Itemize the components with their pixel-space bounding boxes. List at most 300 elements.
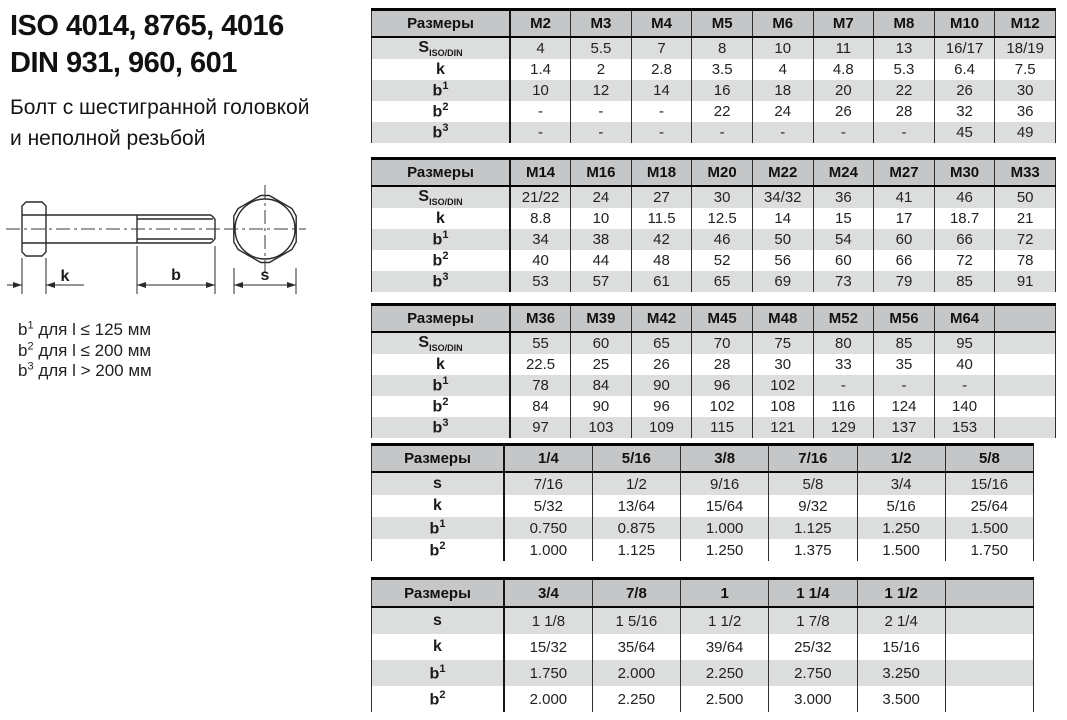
value-cell: - <box>813 375 874 396</box>
value-cell <box>945 634 1033 660</box>
col-header-M22: M22 <box>752 159 813 187</box>
title-din-line: DIN 931, 960, 601 <box>10 47 237 79</box>
value-cell: 90 <box>571 396 632 417</box>
value-cell: 116 <box>813 396 874 417</box>
value-cell: 36 <box>995 101 1056 122</box>
value-cell: 4 <box>510 37 571 59</box>
table-row <box>372 208 1056 229</box>
table-row <box>372 250 1056 271</box>
value-cell: 1.375 <box>769 539 857 561</box>
table-row <box>372 539 1034 561</box>
table-row <box>372 686 1034 712</box>
value-cell: 20 <box>813 80 874 101</box>
note-b3: $b^3$ для l > 200 мм <box>18 360 152 380</box>
col-header-empty <box>945 579 1033 608</box>
value-cell: 10 <box>571 208 632 229</box>
value-cell: 8 <box>692 37 753 59</box>
value-cell: 72 <box>995 229 1056 250</box>
value-cell: 84 <box>510 396 571 417</box>
value-cell: 15/32 <box>504 634 592 660</box>
value-cell: 79 <box>874 271 935 292</box>
value-cell: 10 <box>510 80 571 101</box>
value-cell: 40 <box>510 250 571 271</box>
table-row <box>372 417 1056 438</box>
note-b1: $b^1$ для l ≤ 125 мм <box>18 319 152 339</box>
value-cell: 66 <box>934 229 995 250</box>
value-cell: 13 <box>874 37 935 59</box>
value-cell: 137 <box>874 417 935 438</box>
row-label-b2: $b^2$ <box>372 686 505 712</box>
value-cell: 124 <box>874 396 935 417</box>
value-cell <box>995 354 1056 375</box>
value-cell: 30 <box>995 80 1056 101</box>
col-header-1-1-4: 1 1/4 <box>769 579 857 608</box>
col-header-M2: M2 <box>510 10 571 38</box>
value-cell: 15/64 <box>681 495 769 517</box>
dimension-s-label: s <box>260 267 270 284</box>
value-cell: 14 <box>631 80 692 101</box>
row-label-b3: $b^3$ <box>372 417 511 438</box>
value-cell: 70 <box>692 332 753 354</box>
value-cell: - <box>510 122 571 143</box>
value-cell: 25/64 <box>945 495 1033 517</box>
value-cell: 25/32 <box>769 634 857 660</box>
row-label-b2: $b^2$ <box>372 539 505 561</box>
row-label-b3: $b^3$ <box>372 122 511 143</box>
value-cell: 18/19 <box>995 37 1056 59</box>
row-label-b1: $b^1$ <box>372 80 511 101</box>
value-cell: 15/16 <box>857 634 945 660</box>
row-label-k: k <box>372 59 511 80</box>
value-cell: 2.500 <box>681 686 769 712</box>
value-cell: 1 1/2 <box>681 607 769 634</box>
value-cell: 115 <box>692 417 753 438</box>
row-label-b2: $b^2$ <box>372 250 511 271</box>
col-header-M3: M3 <box>571 10 632 38</box>
value-cell: 54 <box>813 229 874 250</box>
value-cell: 84 <box>571 375 632 396</box>
row-label-b2: $b^2$ <box>372 101 511 122</box>
thread-length-notes <box>18 320 152 382</box>
value-cell: 96 <box>692 375 753 396</box>
value-cell: - <box>631 101 692 122</box>
value-cell: 3.250 <box>857 660 945 686</box>
row-label-k: k <box>372 208 511 229</box>
table-inch-small <box>371 443 1034 561</box>
value-cell: 48 <box>631 250 692 271</box>
value-cell: 108 <box>752 396 813 417</box>
value-cell: 25 <box>571 354 632 375</box>
value-cell: - <box>874 122 935 143</box>
value-cell: 3.000 <box>769 686 857 712</box>
col-header-M5: M5 <box>692 10 753 38</box>
value-cell: 2 <box>571 59 632 80</box>
value-cell: 72 <box>934 250 995 271</box>
value-cell: 53 <box>510 271 571 292</box>
table-row <box>372 122 1056 143</box>
row-label-k: k <box>372 354 511 375</box>
value-cell: 2 1/4 <box>857 607 945 634</box>
col-header-M64: M64 <box>934 305 995 333</box>
table-row <box>372 101 1056 122</box>
value-cell: 22.5 <box>510 354 571 375</box>
value-cell: - <box>510 101 571 122</box>
col-header-M18: M18 <box>631 159 692 187</box>
value-cell: 24 <box>571 186 632 208</box>
value-cell: 18 <box>752 80 813 101</box>
value-cell: 4 <box>752 59 813 80</box>
table-inch-large <box>371 577 1034 712</box>
bolt-side-view <box>6 202 228 256</box>
dimension-table-inch-large <box>371 577 1034 712</box>
col-header-sizes: Размеры <box>372 579 505 608</box>
value-cell: 1 1/8 <box>504 607 592 634</box>
col-header-M4: M4 <box>631 10 692 38</box>
col-header-M30: M30 <box>934 159 995 187</box>
value-cell: 2.750 <box>769 660 857 686</box>
col-header-sizes: Размеры <box>372 10 511 38</box>
value-cell: 129 <box>813 417 874 438</box>
row-label-k: k <box>372 495 505 517</box>
value-cell: 12.5 <box>692 208 753 229</box>
value-cell: - <box>874 375 935 396</box>
value-cell: 55 <box>510 332 571 354</box>
value-cell: 22 <box>692 101 753 122</box>
row-label-S: $S_{ISO/DIN}$ <box>372 37 511 59</box>
table-row <box>372 396 1056 417</box>
value-cell: 2.250 <box>681 660 769 686</box>
col-header-M48: M48 <box>752 305 813 333</box>
col-header-M16: M16 <box>571 159 632 187</box>
value-cell: 60 <box>571 332 632 354</box>
value-cell: 21/22 <box>510 186 571 208</box>
page-subtitle <box>10 92 309 154</box>
value-cell: 1/2 <box>592 472 680 495</box>
value-cell: 57 <box>571 271 632 292</box>
col-header-M14: M14 <box>510 159 571 187</box>
value-cell: 5/8 <box>769 472 857 495</box>
value-cell: 12 <box>571 80 632 101</box>
value-cell: 18.7 <box>934 208 995 229</box>
value-cell: 1.125 <box>769 517 857 539</box>
value-cell: 1.000 <box>504 539 592 561</box>
col-header-sizes: Размеры <box>372 159 511 187</box>
value-cell: 5/32 <box>504 495 592 517</box>
value-cell: 46 <box>934 186 995 208</box>
table-row <box>372 229 1056 250</box>
value-cell <box>995 417 1056 438</box>
col-header-M36: M36 <box>510 305 571 333</box>
col-header-M39: M39 <box>571 305 632 333</box>
col-header-1: 1 <box>681 579 769 608</box>
table-row <box>372 375 1056 396</box>
value-cell: 140 <box>934 396 995 417</box>
value-cell: 46 <box>692 229 753 250</box>
value-cell: 2.000 <box>592 660 680 686</box>
value-cell: 35 <box>874 354 935 375</box>
value-cell: - <box>692 122 753 143</box>
value-cell: 35/64 <box>592 634 680 660</box>
col-header-3-4: 3/4 <box>504 579 592 608</box>
value-cell: 4.8 <box>813 59 874 80</box>
value-cell: - <box>813 122 874 143</box>
col-header-7-16: 7/16 <box>769 445 857 473</box>
value-cell: 65 <box>692 271 753 292</box>
row-label-S: $S_{ISO/DIN}$ <box>372 186 511 208</box>
value-cell: 15/16 <box>945 472 1033 495</box>
value-cell: 21 <box>995 208 1056 229</box>
value-cell: 36 <box>813 186 874 208</box>
value-cell: 9/32 <box>769 495 857 517</box>
value-cell: 26 <box>631 354 692 375</box>
value-cell: 8.8 <box>510 208 571 229</box>
value-cell: 85 <box>874 332 935 354</box>
value-cell: 5/16 <box>857 495 945 517</box>
value-cell: 102 <box>692 396 753 417</box>
value-cell <box>995 396 1056 417</box>
value-cell: 27 <box>631 186 692 208</box>
value-cell: 103 <box>571 417 632 438</box>
page-title <box>10 8 284 82</box>
value-cell: 80 <box>813 332 874 354</box>
value-cell: 69 <box>752 271 813 292</box>
value-cell: 50 <box>752 229 813 250</box>
value-cell: 9/16 <box>681 472 769 495</box>
dimension-table-inch-small <box>371 443 1034 561</box>
value-cell: 85 <box>934 271 995 292</box>
bolt-diagram <box>2 182 342 307</box>
value-cell: 1.250 <box>681 539 769 561</box>
value-cell: 13/64 <box>592 495 680 517</box>
dimension-b-label: b <box>171 267 181 284</box>
dimension-table-metric-m2-m12 <box>371 8 1056 143</box>
row-label-s: s <box>372 472 505 495</box>
value-cell: 34 <box>510 229 571 250</box>
value-cell: 17 <box>874 208 935 229</box>
value-cell: 40 <box>934 354 995 375</box>
col-header-5-8: 5/8 <box>945 445 1033 473</box>
row-label-b1: $b^1$ <box>372 517 505 539</box>
value-cell: 3.5 <box>692 59 753 80</box>
row-label-b1: $b^1$ <box>372 660 505 686</box>
value-cell: 32 <box>934 101 995 122</box>
value-cell: 90 <box>631 375 692 396</box>
col-header-7-8: 7/8 <box>592 579 680 608</box>
col-header-1-4: 1/4 <box>504 445 592 473</box>
table-row <box>372 186 1056 208</box>
value-cell: 15 <box>813 208 874 229</box>
table-metric-m36-m64 <box>371 303 1056 438</box>
value-cell: 30 <box>752 354 813 375</box>
value-cell: 1.250 <box>857 517 945 539</box>
row-label-b2: $b^2$ <box>372 396 511 417</box>
col-header-M6: M6 <box>752 10 813 38</box>
dimension-k-label: k <box>60 268 70 285</box>
col-header-M45: M45 <box>692 305 753 333</box>
value-cell: 97 <box>510 417 571 438</box>
value-cell: 121 <box>752 417 813 438</box>
value-cell: 24 <box>752 101 813 122</box>
col-header-M27: M27 <box>874 159 935 187</box>
row-label-b3: $b^3$ <box>372 271 511 292</box>
value-cell: 14 <box>752 208 813 229</box>
value-cell <box>945 660 1033 686</box>
value-cell: 42 <box>631 229 692 250</box>
value-cell: 49 <box>995 122 1056 143</box>
value-cell: 1.125 <box>592 539 680 561</box>
value-cell: - <box>571 122 632 143</box>
dimension-b <box>137 246 215 294</box>
value-cell: - <box>631 122 692 143</box>
value-cell <box>995 332 1056 354</box>
col-header-sizes: Размеры <box>372 445 505 473</box>
dimension-table-metric-m36-m64 <box>371 303 1056 438</box>
table-row <box>372 80 1056 101</box>
value-cell: 56 <box>752 250 813 271</box>
value-cell: 96 <box>631 396 692 417</box>
col-header-M56: M56 <box>874 305 935 333</box>
value-cell <box>945 686 1033 712</box>
value-cell: 16/17 <box>934 37 995 59</box>
value-cell: 61 <box>631 271 692 292</box>
dimension-table-metric-m14-m33 <box>371 157 1056 292</box>
value-cell <box>995 375 1056 396</box>
col-header-M52: M52 <box>813 305 874 333</box>
col-header-3-8: 3/8 <box>681 445 769 473</box>
value-cell: 5.5 <box>571 37 632 59</box>
value-cell: 2.000 <box>504 686 592 712</box>
value-cell: 41 <box>874 186 935 208</box>
value-cell: 26 <box>934 80 995 101</box>
note-b2: $b^2$ для l ≤ 200 мм <box>18 339 152 360</box>
value-cell: 10 <box>752 37 813 59</box>
value-cell: 5.3 <box>874 59 935 80</box>
col-header-M42: M42 <box>631 305 692 333</box>
table-metric-m2-m12 <box>371 8 1056 143</box>
row-label-b1: $b^1$ <box>372 375 511 396</box>
value-cell: 11.5 <box>631 208 692 229</box>
value-cell: 60 <box>874 229 935 250</box>
value-cell: 95 <box>934 332 995 354</box>
value-cell: 30 <box>692 186 753 208</box>
value-cell: 0.875 <box>592 517 680 539</box>
col-header-5-16: 5/16 <box>592 445 680 473</box>
value-cell: 33 <box>813 354 874 375</box>
table-row <box>372 59 1056 80</box>
table-row <box>372 354 1056 375</box>
value-cell: 1.500 <box>945 517 1033 539</box>
row-label-k: k <box>372 634 505 660</box>
value-cell: 91 <box>995 271 1056 292</box>
col-header-M33: M33 <box>995 159 1056 187</box>
value-cell: 0.750 <box>504 517 592 539</box>
col-header-1-1-2: 1 1/2 <box>857 579 945 608</box>
value-cell: 1.750 <box>504 660 592 686</box>
col-header-M20: M20 <box>692 159 753 187</box>
col-header-sizes: Размеры <box>372 305 511 333</box>
table-row <box>372 472 1034 495</box>
dimension-s <box>234 267 296 294</box>
value-cell: 73 <box>813 271 874 292</box>
value-cell: 1.750 <box>945 539 1033 561</box>
subtitle-line-2: и неполной резьбой <box>10 127 206 150</box>
value-cell: 7/16 <box>504 472 592 495</box>
value-cell: - <box>934 375 995 396</box>
value-cell: 78 <box>995 250 1056 271</box>
col-header-M24: M24 <box>813 159 874 187</box>
value-cell: 102 <box>752 375 813 396</box>
dimension-k <box>7 258 84 294</box>
table-row <box>372 517 1034 539</box>
col-header-empty <box>995 305 1056 333</box>
value-cell: 1.500 <box>857 539 945 561</box>
table-row <box>372 332 1056 354</box>
value-cell: 60 <box>813 250 874 271</box>
table-row <box>372 271 1056 292</box>
value-cell: 153 <box>934 417 995 438</box>
col-header-1-2: 1/2 <box>857 445 945 473</box>
col-header-M8: M8 <box>874 10 935 38</box>
subtitle-line-1: Болт с шестигранной головкой <box>10 96 310 119</box>
value-cell <box>945 607 1033 634</box>
value-cell: 65 <box>631 332 692 354</box>
value-cell: - <box>752 122 813 143</box>
col-header-M12: M12 <box>995 10 1056 38</box>
bolt-end-view <box>224 185 306 273</box>
value-cell: 7 <box>631 37 692 59</box>
value-cell: 52 <box>692 250 753 271</box>
value-cell: 1.000 <box>681 517 769 539</box>
value-cell: 1 7/8 <box>769 607 857 634</box>
value-cell: 66 <box>874 250 935 271</box>
value-cell: 3/4 <box>857 472 945 495</box>
table-row <box>372 660 1034 686</box>
value-cell: 11 <box>813 37 874 59</box>
value-cell: 1 5/16 <box>592 607 680 634</box>
table-row <box>372 607 1034 634</box>
value-cell: 78 <box>510 375 571 396</box>
col-header-M7: M7 <box>813 10 874 38</box>
value-cell: 7.5 <box>995 59 1056 80</box>
value-cell: 1.4 <box>510 59 571 80</box>
row-label-S: $S_{ISO/DIN}$ <box>372 332 511 354</box>
value-cell: 22 <box>874 80 935 101</box>
value-cell: 44 <box>571 250 632 271</box>
row-label-b1: $b^1$ <box>372 229 511 250</box>
row-label-s: s <box>372 607 505 634</box>
value-cell: 2.250 <box>592 686 680 712</box>
table-row <box>372 634 1034 660</box>
value-cell: 45 <box>934 122 995 143</box>
value-cell: 38 <box>571 229 632 250</box>
table-row <box>372 37 1056 59</box>
value-cell: 28 <box>874 101 935 122</box>
col-header-M10: M10 <box>934 10 995 38</box>
value-cell: 16 <box>692 80 753 101</box>
value-cell: 3.500 <box>857 686 945 712</box>
value-cell: 75 <box>752 332 813 354</box>
table-row <box>372 495 1034 517</box>
value-cell: 6.4 <box>934 59 995 80</box>
value-cell: 39/64 <box>681 634 769 660</box>
table-metric-m14-m33 <box>371 157 1056 292</box>
value-cell: 50 <box>995 186 1056 208</box>
value-cell: 26 <box>813 101 874 122</box>
value-cell: 34/32 <box>752 186 813 208</box>
title-iso-line: ISO 4014, 8765, 4016 <box>10 10 284 42</box>
value-cell: 28 <box>692 354 753 375</box>
value-cell: 109 <box>631 417 692 438</box>
